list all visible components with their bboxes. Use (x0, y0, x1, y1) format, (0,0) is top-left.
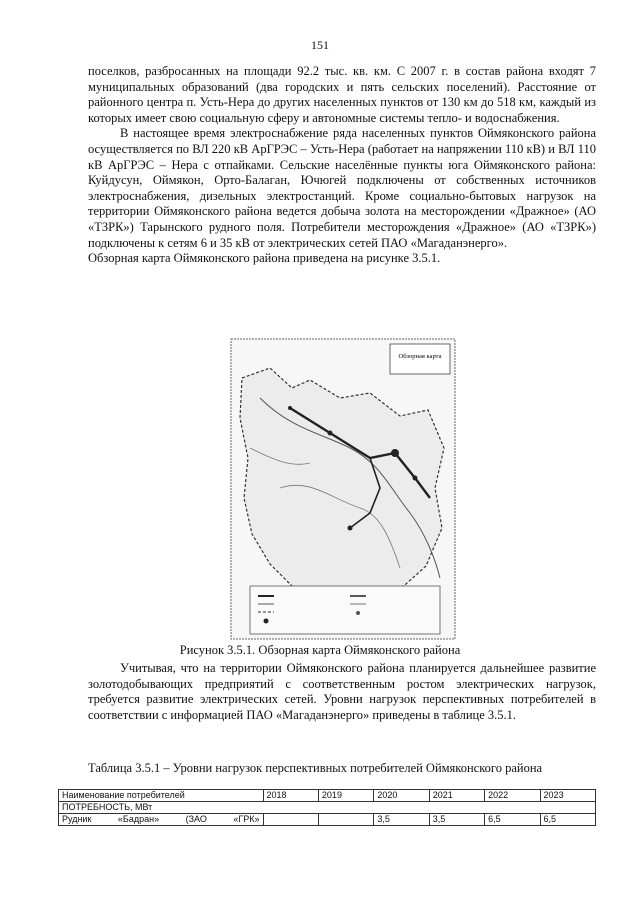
table-cell (318, 814, 373, 826)
settlement-marker (391, 449, 399, 457)
map-drawing (230, 338, 456, 640)
table-cell: 6,5 (540, 814, 595, 826)
body-text-2 (88, 661, 596, 723)
table-header-cell: 2020 (374, 790, 429, 802)
table-cell: Рудник «Бадран» (ЗАО «ГРК» (59, 814, 264, 826)
table-header-cell: 2023 (540, 790, 595, 802)
paragraph: Учитывая, что на территории Оймяконского района планируется дальнейшее развитие золотодобывающих предприятий с соответственным ростом электрических нагрузок, требуется развитие электрических сетей. Уровни нагрузок перспективных потребителей в соответствии с информацией ПАО «Магаданэнерго» приведены в таблице 3.5.1. (88, 661, 596, 722)
table-section-cell: ПОТРЕБНОСТЬ, МВт (59, 802, 596, 814)
table-header-cell: 2021 (429, 790, 484, 802)
table-section-row (59, 802, 596, 814)
table-header-cell: 2019 (318, 790, 373, 802)
settlement-marker (288, 406, 292, 410)
table-header-cell: Наименование потребителей (59, 790, 264, 802)
legend-marker (356, 611, 360, 615)
table-cell (263, 814, 318, 826)
loads-table (58, 789, 596, 826)
page-number: 151 (311, 38, 329, 52)
body-text (88, 64, 596, 267)
table-cell: 6,5 (485, 814, 540, 826)
paragraph: В настоящее время электроснабжение ряда населенных пунктов Оймяконского района осуществляется по ВЛ 220 кВ АрГРЭС – Усть-Нера (работает на напряжении 110 кВ) и ВЛ 110 кВ АрГРЭС – Нера с отпайками. Сельские населённые пункты юга Оймяконского района: Куйдусун, Оймякон, Орто-Балаган, Ючюгей подключены от собственных источников электроснабжения, дизельных электростанций. Кроме социально-бытовых нагрузок на территории Оймяконского района ведется добыча золота на месторождении «Дражное» (АО «ТЗРК») Тарынского рудного поля. Потребители месторождения «Дражное» (АО «ТЗРК») подключены к сетям 6 и 35 кВ от электрических сетей ПАО «Магаданэнерго». (88, 126, 596, 250)
settlement-marker (328, 431, 333, 436)
settlement-marker (348, 526, 353, 531)
map-legend (250, 586, 440, 634)
table-cell: 3,5 (429, 814, 484, 826)
table-title: Таблица 3.5.1 – Уровни нагрузок перспективных потребителей Оймяконского района (88, 761, 543, 775)
settlement-marker (413, 476, 418, 481)
table-row (59, 814, 596, 826)
map-title: Обзорная карта (398, 353, 442, 360)
table-header-cell: 2022 (485, 790, 540, 802)
paragraph: Обзорная карта Оймяконского района приведена на рисунке 3.5.1. (88, 251, 441, 266)
paragraph: поселков, разбросанных на площади 92.2 тыс. кв. км. С 2007 г. в состав района входят 7 муниципальных образований (два городских и пять сельских поселений). Расстояние от районного центра п. Усть-Нера до других населенных пунктов от 130 км до 518 км, каждый из которых имеет свою социальную сферу и автономные системы тепло- и водоснабжения. (88, 64, 596, 125)
legend-marker (264, 619, 269, 624)
table-header-row (59, 790, 596, 802)
figure-caption: Рисунок 3.5.1. Обзорная карта Оймяконского района (179, 643, 461, 657)
district-map (230, 338, 456, 640)
table-header-cell: 2018 (263, 790, 318, 802)
table-cell: 3,5 (374, 814, 429, 826)
